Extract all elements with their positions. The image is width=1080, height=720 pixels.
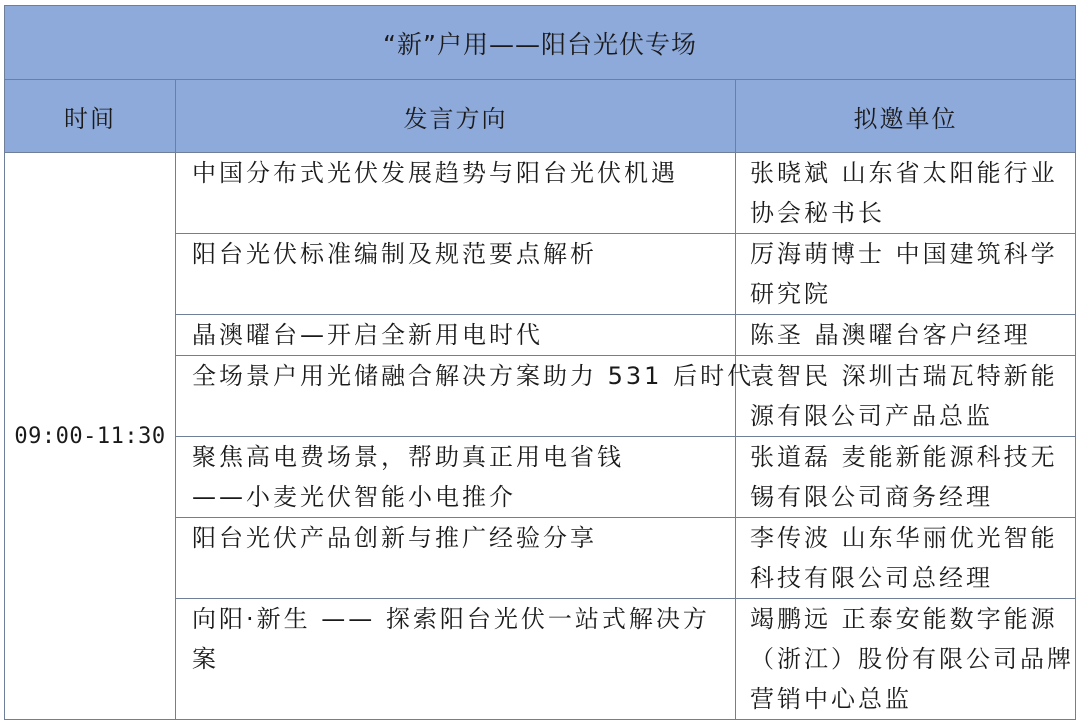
topic-text: 阳台光伏标准编制及规范要点解析 xyxy=(192,240,597,268)
table-title-row xyxy=(5,6,1076,80)
speaker-cell xyxy=(736,437,1076,518)
speaker-cell xyxy=(736,356,1076,437)
speaker-text: 袁智民 深圳古瑞瓦特新能 xyxy=(750,362,1058,390)
header-time: 时间 xyxy=(5,80,176,153)
speaker-text: 竭鹏远 正泰安能数字能源 xyxy=(750,605,1058,633)
table-title: “新”户用——阳台光伏专场 xyxy=(5,6,1076,80)
topic-text: 阳台光伏产品创新与推广经验分享 xyxy=(192,524,597,552)
topic-text: ——小麦光伏智能小电推介 xyxy=(192,483,516,511)
speaker-text: 营销中心总监 xyxy=(750,685,912,713)
topic-cell xyxy=(176,153,736,234)
topic-cell xyxy=(176,315,736,356)
time-slot: 09:00-11:30 xyxy=(5,153,176,720)
speaker-text: 厉海萌博士 中国建筑科学 xyxy=(750,240,1058,268)
speaker-cell xyxy=(736,599,1076,720)
table-header-row xyxy=(5,80,1076,153)
speaker-text: 协会秘书长 xyxy=(750,199,885,227)
table-row xyxy=(5,153,1076,234)
speaker-text: 李传波 山东华丽优光智能 xyxy=(750,524,1058,552)
topic-text: 晶澳曜台—开启全新用电时代 xyxy=(192,321,543,349)
header-topic: 发言方向 xyxy=(176,80,736,153)
speaker-text: 研究院 xyxy=(750,280,831,308)
topic-cell xyxy=(176,599,736,720)
speaker-cell xyxy=(736,234,1076,315)
speaker-cell xyxy=(736,315,1076,356)
topic-text: 全场景户用光储融合解决方案助力 531 后时代 xyxy=(192,362,755,390)
speaker-text: 张晓斌 山东省太阳能行业 xyxy=(750,159,1058,187)
topic-cell xyxy=(176,518,736,599)
topic-cell xyxy=(176,437,736,518)
topic-text: 案 xyxy=(192,645,219,673)
speaker-cell xyxy=(736,518,1076,599)
topic-text: 中国分布式光伏发展趋势与阳台光伏机遇 xyxy=(192,159,678,187)
speaker-text: 源有限公司产品总监 xyxy=(750,402,993,430)
speaker-text: 科技有限公司总经理 xyxy=(750,564,993,592)
speaker-cell xyxy=(736,153,1076,234)
speaker-text: 锡有限公司商务经理 xyxy=(750,483,993,511)
topic-cell xyxy=(176,356,755,437)
header-speaker: 拟邀单位 xyxy=(736,80,1076,153)
agenda-table xyxy=(4,5,1076,720)
topic-text: 向阳·新生 —— 探索阳台光伏一站式解决方 xyxy=(192,605,710,633)
topic-cell xyxy=(176,234,736,315)
topic-text: 聚焦高电费场景，帮助真正用电省钱 xyxy=(192,443,624,471)
speaker-text: 陈圣 晶澳曜台客户经理 xyxy=(750,321,1031,349)
speaker-text: 张道磊 麦能新能源科技无 xyxy=(750,443,1058,471)
speaker-text: （浙江）股份有限公司品牌 xyxy=(750,645,1074,673)
